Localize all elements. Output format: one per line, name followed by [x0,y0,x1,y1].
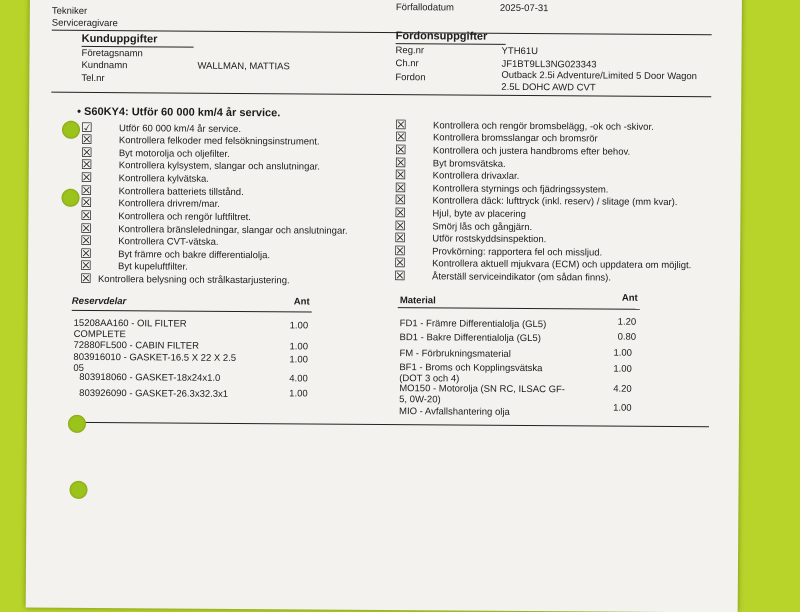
material-row-line1: MIO - Avfallshantering olja [399,406,510,418]
section-divider [51,92,711,98]
part-row-line2: COMPLETE [73,328,126,341]
checklist-item: Kontrollera belysning och strålkastarjustering. [97,273,290,287]
material-row-line1: FM - Förbrukningsmaterial [399,348,511,360]
vehicle-value-1: Outback 2.5i Adventure/Limited 5 Door Wagon [501,69,698,83]
part-row-line1: 803918060 - GASKET-18x24x1.0 [79,371,221,384]
checklist-item: Kontrollera bromsslangar och bromsrör [432,132,598,145]
checkbox-icon [80,211,91,222]
checklist-item: Byt främre och bakre differentialolja. [118,249,271,262]
material-row-qty: 0.80 [617,331,637,343]
chassis-value: JF1BT9LL3NG023343 [501,58,597,71]
checklist-item: Byt motorolja och oljefilter. [118,148,230,160]
checkbox-icon [394,195,405,206]
checklist-item: Byt kupeluftfilter. [118,261,188,273]
material-row-line1: FD1 - Främre Differentialolja (GL5) [399,318,547,331]
material-row-line1: BF1 - Broms och Kopplingsvätska [399,362,543,375]
punch-hole-icon [61,189,79,207]
checklist-item: Smörj lås och gångjärn. [432,221,533,234]
checklist-item: Hjul, byte av placering [432,208,526,220]
vehicle-label: Fordon [395,72,426,84]
checklist-item: Kontrollera däck: lufttryck (inkl. reserv) / slitage (mm kvar). [432,195,678,209]
part-row-line1: 803926090 - GASKET-26.3x32.3x1 [79,387,229,400]
checklist-item: Kontrollera och justera handbroms efter behov. [432,145,631,158]
service-document [26,0,742,612]
material-row-line1: BD1 - Bakre Differentialolja (GL5) [399,332,541,345]
checklist-item: Byt bromsvätska. [432,158,506,170]
checklist-item: Kontrollera drivrem/mar. [118,198,220,210]
checkbox-icon [80,198,91,209]
hardware-label: Tekniker [51,5,88,17]
checkbox-icon [81,135,92,146]
phone-label: Tel.nr [81,72,105,85]
checklist-item: Provkörning: rapportera fel och missljud. [432,246,603,259]
material-row-line1: MO150 - Motorolja (SN RC, ILSAC GF- [399,383,566,396]
checklist-item: Kontrollera batteriets tillstånd. [118,186,244,199]
part-row-qty: 1.00 [289,341,309,353]
checklist-item: Kontrollera kylvätska. [118,173,210,185]
parts-qty-header: Ant [293,296,310,308]
part-row-line1: 72880FL500 - CABIN FILTER [73,339,200,352]
material-row-qty: 1.00 [613,363,632,375]
checklist-item: Kontrollera drivaxlar. [432,170,520,182]
vehicle-value-2: 2.5L DOHC AWD CVT [501,81,596,94]
checkbox-icon [395,145,406,156]
part-row-qty: 1.00 [289,388,308,400]
service-title-text: S60KY4: Utför 60 000 km/4 år service. [84,105,281,120]
part-row-line1: 803916010 - GASKET-16.5 X 22 X 2.5 [73,351,237,364]
customer-section-title: Kunduppgifter [81,32,158,46]
punch-hole-icon [68,415,86,433]
checklist-item: Kontrollera bränsleledningar, slangar och anslutningar. [118,224,348,237]
checkbox-icon [80,274,91,285]
part-row-qty: 1.00 [289,354,308,366]
checklist-item: Återställ serviceindikator (om sådan finns). [431,271,612,284]
checklist-item: Kontrollera aktuell mjukvara (ECM) och uppdatera om möjligt. [432,258,692,272]
parts-header-underline [72,310,312,313]
parts-header-label: Reservdelar [71,295,127,308]
checkbox-icon [395,170,406,181]
advisor-label: Serviceragivare [51,17,118,30]
part-row-line2: 05 [73,362,84,374]
reg-value: YTH61U [501,45,539,58]
bottom-divider [77,422,709,427]
checklist-item: Kontrollera och rengör luftfiltret. [118,211,251,224]
material-qty-header: Ant [621,292,638,304]
reg-label: Reg.nr [395,45,425,57]
checklist-item: Utför rostskyddsinspektion. [432,233,547,246]
checklist-item: Kontrollera styrnings och fjädringssystem. [432,183,609,196]
part-row-qty: 1.00 [289,320,309,332]
material-row-qty: 1.20 [617,316,637,328]
company-label: Företagsnamn [81,47,143,60]
material-row-qty: 1.00 [613,347,633,359]
punch-hole-icon [69,481,87,499]
service-title: • S60KY4: Utför 60 000 km/4 år service. [77,105,281,120]
checkbox-icon [394,208,405,219]
part-row-line1: 15208AA160 - OIL FILTER [73,317,187,330]
checkbox-icon [80,261,91,272]
checkbox-icon [81,160,92,171]
checklist-item: Kontrollera kylsystem, slangar och anslutningar. [118,160,320,173]
material-header-label: Material [399,295,436,307]
chassis-label: Ch.nr [395,58,419,70]
customer-name-value: WALLMAN, MATTIAS [197,60,290,73]
customer-name-label: Kundnamn [81,59,128,72]
material-row-qty: 4.20 [613,383,632,395]
checklist-item: Utför 60 000 km/4 år service. [118,123,242,135]
part-row-qty: 4.00 [289,373,308,385]
checkbox-icon [80,236,91,247]
due-date-label: Förfallodatum [395,2,455,14]
punch-hole-icon [62,121,80,139]
material-row-line2: (DOT 3 och 4) [399,373,460,385]
material-row-qty: 1.00 [613,402,632,414]
checklist-item: Kontrollera felkoder med felsökningsinstrument. [118,135,320,148]
due-date-value: 2025-07-31 [499,2,549,15]
checkbox-icon [394,271,405,282]
checkbox-icon [394,258,405,269]
checklist-item: Kontrollera CVT-vätska. [118,236,219,248]
material-header-underline [398,307,640,310]
vehicle-section-title: Fordonsuppgifter [395,30,488,43]
checklist-item: Kontrollera och rengör bromsbelägg, -ok och -skivor. [433,120,654,133]
checkbox-icon [394,233,405,244]
checkbox-icon [395,132,406,143]
material-row-line2: 5, 0W-20) [399,394,441,406]
checkbox-icon [81,173,92,184]
